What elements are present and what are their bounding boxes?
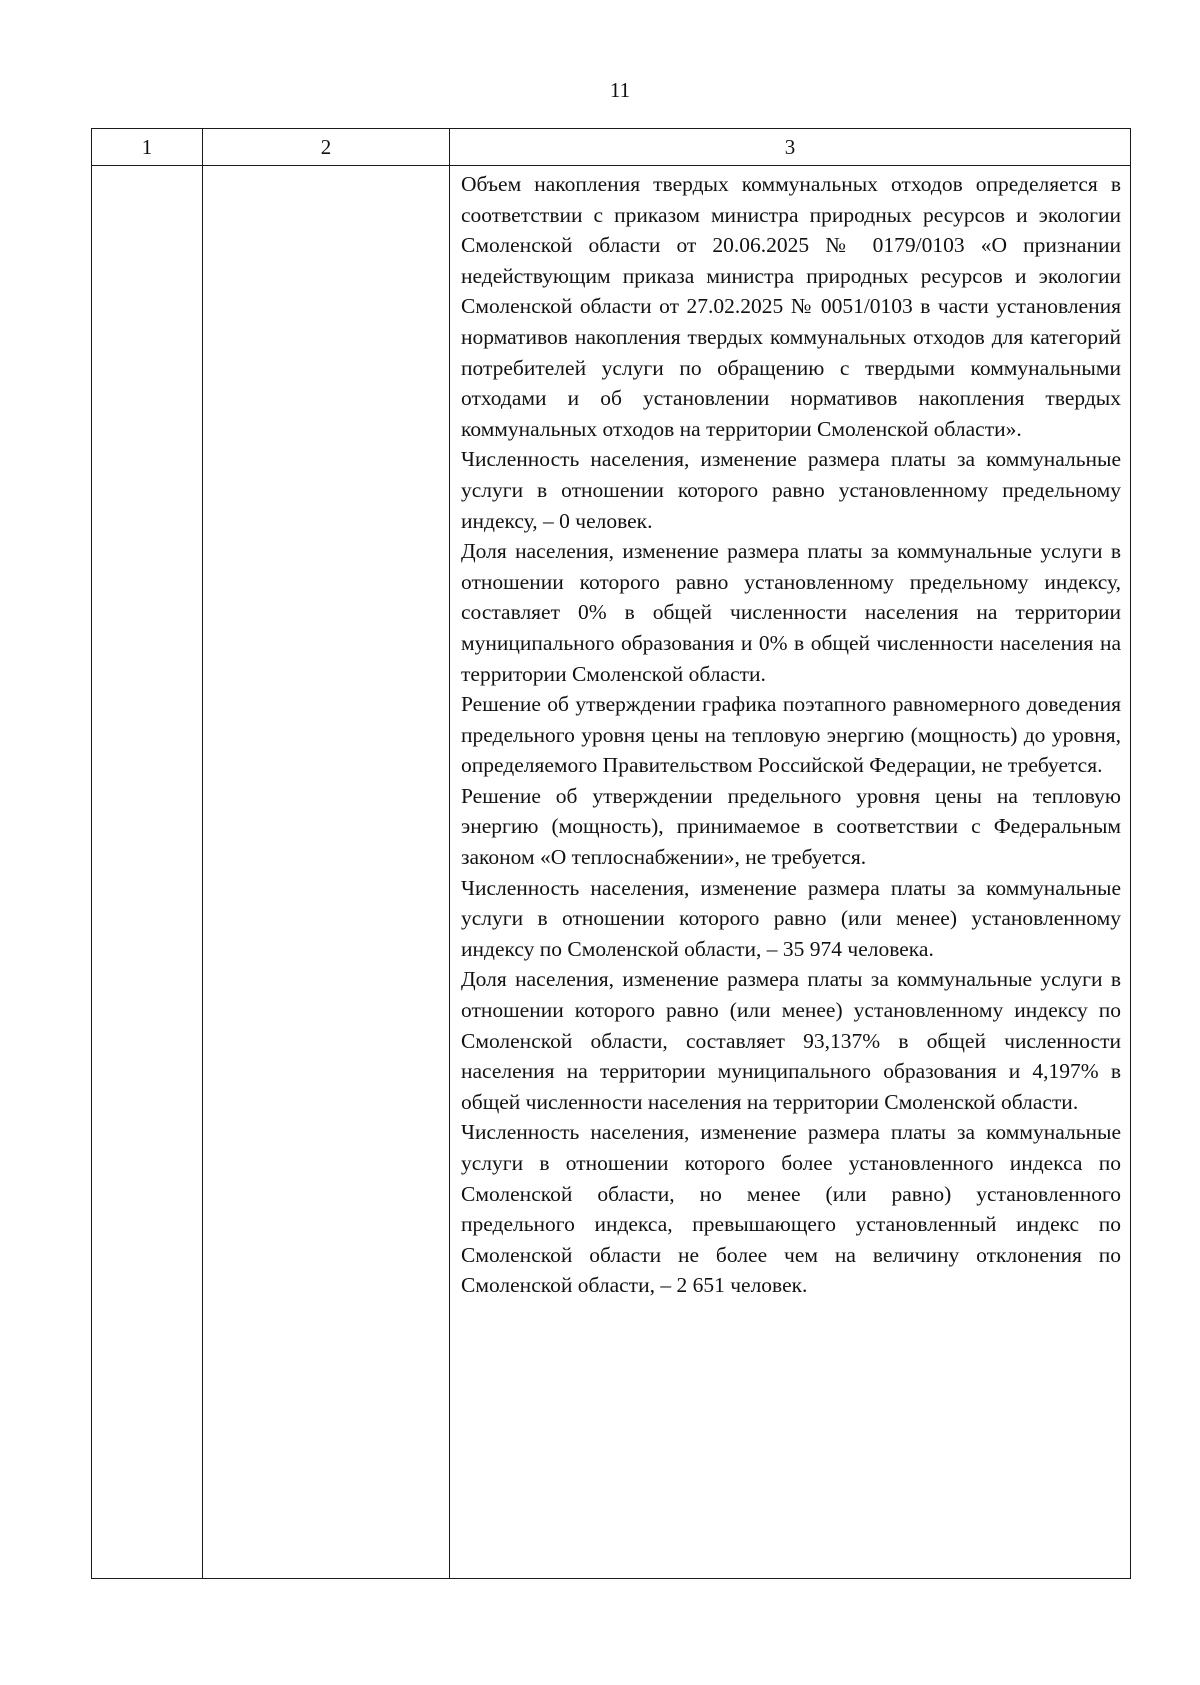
paragraph-population-below-index: Численность населения, изменение размера платы за коммунальные услуги в отношении которого равно (или менее) установленному индексу по Смоленской области, – 35 974 человека. — [461, 875, 1121, 961]
paragraph-share-below-index: Доля населения, изменение размера платы за коммунальные услуги в отношении которого равно (или менее) установленному индексу по Смоленской области, составляет 93,137% в общей численности населения на территории муниципального образования и 4,197% в общей численности населения на территории Смоленской области. — [461, 967, 1121, 1114]
cell-column-2 — [203, 166, 450, 1579]
page-number: 11 — [609, 78, 631, 102]
paragraph-population-equal-limit: Численность населения, изменение размера платы за коммунальные услуги в отношении которого равно установленному предельному индексу, – 0 человек. — [461, 447, 1121, 533]
column-header-3: 3 — [450, 129, 1131, 166]
paragraph-tko-volume: Объем накопления твердых коммунальных отходов определяется в соответствии с приказом министра природных ресурсов и экологии Смоленской области от 20.06.2025 № 0179/0103 «О признании недействующим приказа министра природных ресурсов и экологии Смоленской области от 27.02.2025 № 0051/0103 в части установления нормативов накопления твердых коммунальных отходов для категорий потребителей услуги по обращению с твердыми коммунальными отходами и об установлении нормативов накопления твердых коммунальных отходов на территории Смоленской области». — [461, 172, 1121, 441]
column-header-2: 2 — [203, 129, 450, 166]
document-table — [91, 128, 1131, 1579]
table-row — [92, 166, 1131, 1579]
cell-column-1 — [92, 166, 203, 1579]
cell-column-3 — [450, 166, 1131, 1579]
table-header-row — [92, 129, 1131, 166]
paragraph-heat-price-schedule: Решение об утверждении графика поэтапного равномерного доведения предельного уровня цены на тепловую энергию (мощность) до уровня, определяемого Правительством Российской Федерации, не требуется. — [461, 692, 1121, 778]
paragraph-heat-price-limit: Решение об утверждении предельного уровня цены на тепловую энергию (мощность), принимаемое в соответствии с Федеральным законом «О теплоснабжении», не требуется. — [461, 783, 1121, 870]
paragraph-population-above-index: Численность населения, изменение размера платы за коммунальные услуги в отношении которого более установленного индекса по Смоленской области, но менее (или равно) установленного предельного индекса, превышающего установленный индекс по Смоленской области не более чем на величину отклонения по Смоленской области, – 2 651 человек. — [461, 1120, 1121, 1298]
column-header-1: 1 — [92, 129, 203, 166]
paragraph-share-equal-limit: Доля населения, изменение размера платы за коммунальные услуги в отношении которого равно установленному предельному индексу, составляет 0% в общей численности населения на территории муниципального образования и 0% в общей численности населения на территории Смоленской области. — [461, 539, 1121, 686]
